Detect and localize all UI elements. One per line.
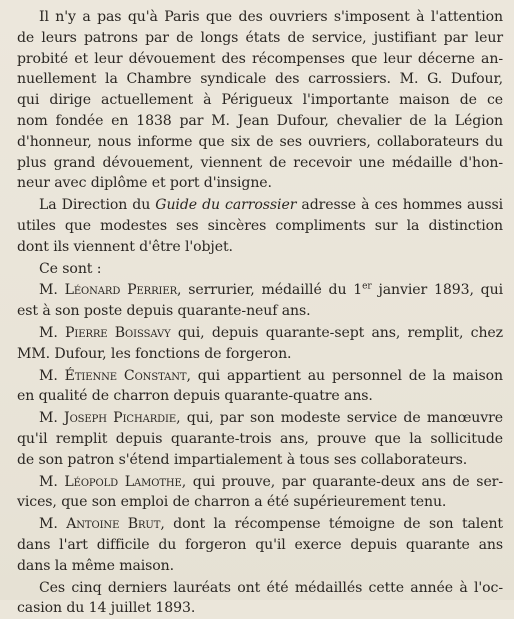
- text-line: utiles que modestes ses sincères compliments sur la distinction: [17, 217, 503, 234]
- text-line: dans l'art difficile du forgeron qu'il exerce depuis quarante ans: [17, 536, 503, 553]
- text-line: [17, 323, 503, 344]
- text-run: M.: [39, 410, 58, 427]
- text-run: adresse à ces hommes aussi: [301, 197, 503, 214]
- publication-title: Guide du carrossier: [155, 197, 297, 214]
- text-line: [17, 514, 503, 535]
- text-run: , serrurier, médaillé du 1: [177, 282, 363, 299]
- text-run: janvier 1893, qui: [371, 282, 503, 299]
- person-name: Léonard Perrier: [64, 282, 178, 299]
- text-run: , qui prouve, par quarante-deux ans de ser-: [181, 473, 503, 490]
- text-line: en qualité de charron depuis quarante-quatre ans.: [17, 388, 373, 405]
- text-run: M.: [39, 282, 58, 299]
- text-run: M.: [39, 367, 58, 384]
- text-line: [17, 280, 503, 301]
- text-line: neur avec diplôme et port d'insigne.: [17, 175, 272, 192]
- text-line: nuellement la Chambre syndicale des carrossiers. M. G. Dufour,: [17, 71, 503, 88]
- text-run: , qui, par son modeste service de manœuvre: [176, 410, 503, 427]
- text-line: est à son poste depuis quarante-neuf ans.: [17, 303, 311, 320]
- text-line: vices, que son emploi de charron a été supérieurement tenu.: [17, 494, 447, 511]
- person-name: Antoine Brut: [66, 516, 161, 533]
- text-line: qu'il remplit depuis quarante-trois ans, prouve que la sollicitude: [17, 430, 503, 447]
- text-run: qui, depuis quarante-sept ans, remplit, chez: [170, 324, 503, 341]
- text-line: MM. Dufour, les fonctions de forgeron.: [17, 345, 292, 362]
- text-line: Ces cinq derniers lauréats ont été médaillés cette année à l'oc-: [39, 579, 503, 596]
- text-run: M.: [39, 324, 58, 341]
- text-line: dont ils viennent d'être l'objet.: [17, 238, 233, 255]
- text-line: casion du 14 juillet 1893.: [17, 600, 196, 617]
- person-name: Étienne Constant: [64, 367, 187, 384]
- text-line: probité et leur dévouement des récompenses que leur décerne an-: [17, 50, 503, 67]
- text-line: qui dirige actuellement à Périgueux l'importante maison de ce: [17, 92, 503, 109]
- text-line: Ce sont :: [39, 260, 102, 277]
- text-line: [17, 472, 503, 493]
- text-run: M.: [39, 473, 58, 490]
- article-body: [17, 7, 503, 619]
- text-line: de son patron s'étend impartialement à tous ses collaborateurs.: [17, 451, 468, 468]
- text-run: , qui appartient au personnel de la maison: [186, 367, 503, 384]
- text-line: de leurs patrons par de longs états de service, justifiant par leur: [17, 29, 503, 46]
- text-run: La Direction du: [39, 197, 151, 214]
- text-line: nom fondée en 1838 par M. Jean Dufour, chevalier de la Légion: [17, 112, 503, 129]
- text-line: d'honneur, nous informe que six de ses ouvriers, collaborateurs du: [17, 133, 503, 150]
- person-name: Joseph Pichardie: [64, 410, 177, 427]
- superscript: er: [362, 281, 372, 292]
- text-run: , dont la récompense témoigne de son talent: [160, 516, 503, 533]
- text-run: M.: [39, 516, 58, 533]
- person-name: Pierre Boissavy: [65, 324, 171, 341]
- text-line: plus grand dévouement, viennent de recevoir une médaille d'hon-: [17, 154, 503, 171]
- text-line: [17, 366, 503, 387]
- person-name: Léopold Lamothe: [64, 473, 182, 490]
- text-line: [17, 195, 503, 216]
- text-line: Il n'y a pas qu'à Paris que des ouvriers s'imposent à l'attention: [39, 9, 503, 25]
- text-line: [17, 408, 503, 429]
- text-line: dans la même maison.: [17, 557, 175, 574]
